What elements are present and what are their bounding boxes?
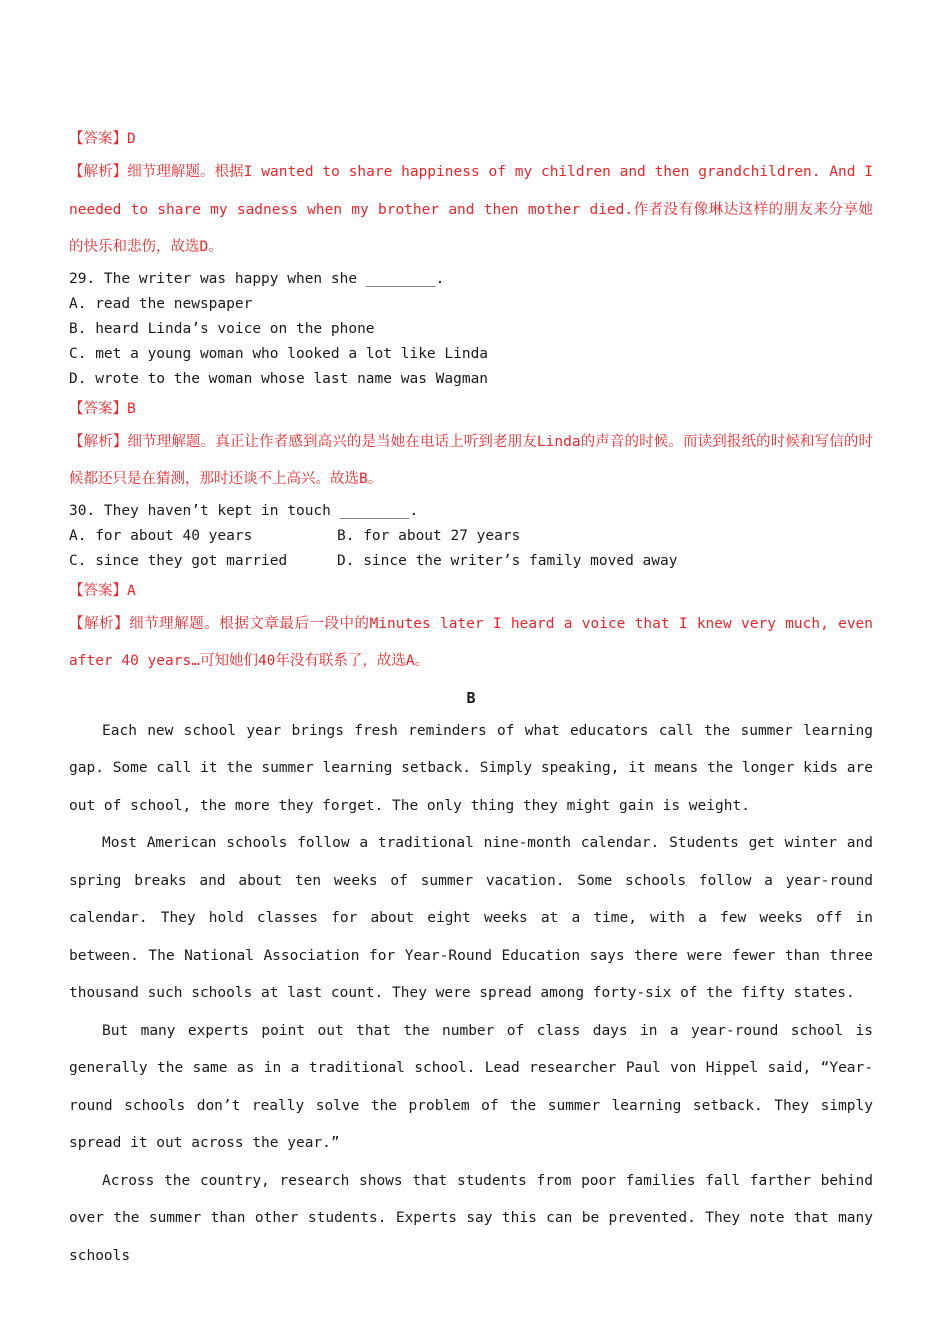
document-page: [69, 122, 882, 1275]
answer-value: D: [127, 131, 136, 147]
q30-explanation: [69, 606, 882, 681]
q28-explanation: [69, 154, 882, 267]
explanation-label: 【解析】: [69, 164, 128, 180]
q30-options-row-1: [69, 524, 873, 549]
passage-heading: B: [466, 688, 476, 707]
q30-option-a: A. for about 40 years: [69, 527, 253, 544]
q30-options-row-2: [69, 549, 873, 574]
q29-option-b: B. heard Linda’s voice on the phone: [69, 320, 375, 337]
q29-explanation: [69, 424, 873, 499]
passage-paragraph-1: Each new school year brings fresh reminders of what educators call the summer learning gap. Some call it the summer learning setback. Simply speaking, it means the longer kids are out of school, the more they forget. The only thing they might gain is weight.: [69, 722, 873, 814]
explanation-text: 细节理解题。根据I wanted to share happiness of my children and then grandchildren. And I needed to share my sadness when my brother and then mother died.作者没有像琳达这样的朋友来分享她的快乐和悲伤，故选D。: [69, 164, 882, 255]
q28-answer: [69, 124, 873, 154]
explanation-text: 细节理解题。真正让作者感到高兴的是当她在电话上听到老朋友Linda的声音的时候。而读到报纸的时候和写信的时候都还只是在猜测，那时还谈不上高兴。故选B。: [69, 433, 874, 487]
passage-paragraph-2: Most American schools follow a traditional nine-month calendar. Students get winter and spring breaks and about ten weeks of summer vacation. Some schools follow a year-round calendar. They hold classes for about eight weeks at a time, with a few weeks off in between. The National Association for Year-Round Education says there were fewer than three thousand such schools at last count. They were spread among forty-six of the fifty states.: [69, 835, 873, 1001]
q29-stem: 29. The writer was happy when she ________.: [69, 270, 445, 287]
passage-paragraph-4: Across the country, research shows that students from poor families fall farther behind over the summer than other students. Experts say this can be prevented. They note that many schools: [69, 1172, 873, 1264]
q30-option-c: C. since they got married: [69, 552, 288, 569]
q30-stem: 30. They haven’t kept in touch ________.: [69, 502, 419, 519]
answer-label: 【答案】: [69, 582, 127, 599]
passage-paragraph-3: But many experts point out that the number of class days in a year-round school is generally the same as in a traditional school. Lead researcher Paul von Hippel said, “Year-round schools don’t really solve the problem of the summer learning setback. They simply spread it out across the year.”: [69, 1022, 873, 1151]
q30-answer: [69, 576, 873, 606]
explanation-label: 【解析】: [69, 433, 128, 450]
q29-answer: [69, 394, 873, 424]
answer-value: A: [127, 582, 136, 599]
explanation-text: 细节理解题。根据文章最后一段中的Minutes later I heard a voice that I knew very much, even after 40 years…可知她们40年没有联系了，故选A。: [69, 615, 882, 669]
q29-option-c: C. met a young woman who looked a lot like Linda: [69, 345, 489, 362]
answer-value: B: [127, 400, 136, 417]
q29-option-d: D. wrote to the woman whose last name was Wagman: [69, 370, 489, 387]
q29-option-a: A. read the newspaper: [69, 295, 253, 312]
explanation-label: 【解析】: [69, 615, 130, 632]
q30-option-b: B. for about 27 years: [337, 527, 521, 544]
q30-option-d: D. since the writer’s family moved away: [337, 552, 678, 569]
answer-label: 【答案】: [69, 400, 127, 417]
answer-label: 【答案】: [69, 131, 127, 147]
